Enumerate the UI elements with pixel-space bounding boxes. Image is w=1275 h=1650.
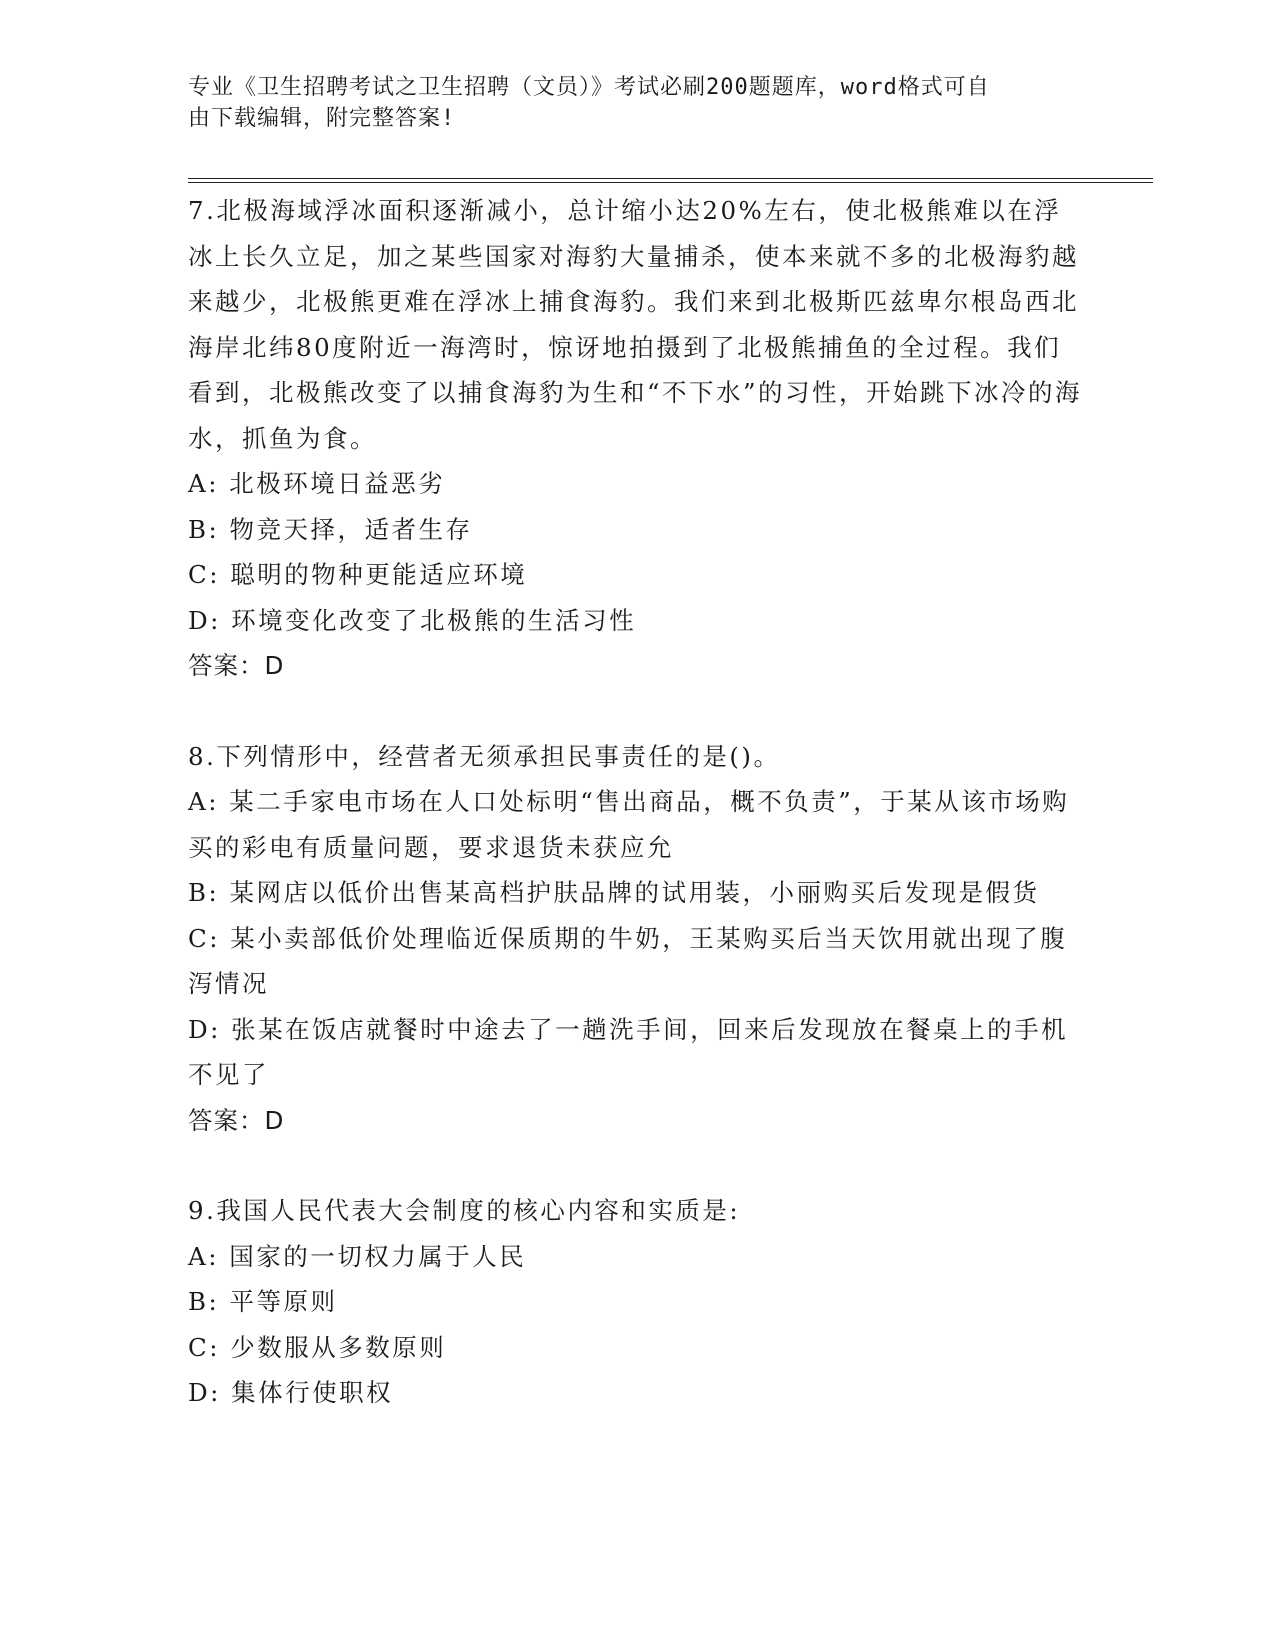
question-spacer	[188, 1143, 1088, 1188]
question-text: 9.我国人民代表大会制度的核心内容和实质是:	[188, 1196, 741, 1225]
option-c: C: 少数服从多数原则	[188, 1332, 447, 1362]
option-d: D: 集体行使职权	[188, 1378, 394, 1407]
option-b: B: 某网店以低价出售某高档护肤品牌的试用装，小丽购买后发现是假货	[188, 878, 1040, 907]
page-header	[188, 72, 1088, 134]
header-double-rule	[188, 178, 1153, 183]
option-a: A: 北极环境日益恶劣	[188, 469, 446, 498]
question-8	[188, 734, 1088, 1144]
option-c: C: 聪明的物种更能适应环境	[188, 560, 528, 589]
answer-line: 答案：D	[188, 1105, 285, 1135]
answer-line: 答案：D	[188, 651, 285, 680]
header-line-2: 由下载编辑，附完整答案!	[188, 106, 456, 131]
question-spacer	[188, 689, 1088, 734]
option-a: A: 某二手家电市场在人口处标明“售出商品，概不负责”，于某从该市场购买的彩电有质量问题，要求退货未获应允	[188, 787, 1070, 862]
option-d: D: 环境变化改变了北极熊的生活习性	[188, 605, 637, 635]
option-d: D: 张某在饭店就餐时中途去了一趟洗手间，回来后发现放在餐桌上的手机不见了	[188, 1014, 1069, 1089]
question-list	[188, 188, 1088, 1416]
option-b: B: 物竞天择，适者生存	[188, 514, 473, 544]
question-text: 8.下列情形中，经营者无须承担民事责任的是()。	[188, 741, 781, 771]
question-9	[188, 1188, 1088, 1416]
option-b: B: 平等原则	[188, 1287, 338, 1316]
question-7	[188, 188, 1088, 689]
option-a: A: 国家的一切权力属于人民	[188, 1241, 527, 1271]
header-line-1: 专业《卫生招聘考试之卫生招聘（文员）》考试必刷200题题库，word格式可自	[188, 75, 990, 100]
question-text: 7.北极海域浮冰面积逐渐减小，总计缩小达20%左右，使北极熊难以在浮冰上长久立足，加之某些国家对海豹大量捕杀，使本来就不多的北极海豹越来越少，北极熊更难在浮冰上捕食海豹。我们来到北极斯匹兹卑尔根岛西北海岸北纬80度附近一海湾时，惊讶地拍摄到了北极熊捕鱼的全过程。我们看到，北极熊改变了以捕食海豹为生和“不下水”的习性，开始跳下冰冷的海水，抓鱼为食。	[188, 196, 1083, 453]
option-c: C: 某小卖部低价处理临近保质期的牛奶，王某购买后当天饮用就出现了腹泻情况	[188, 923, 1068, 998]
